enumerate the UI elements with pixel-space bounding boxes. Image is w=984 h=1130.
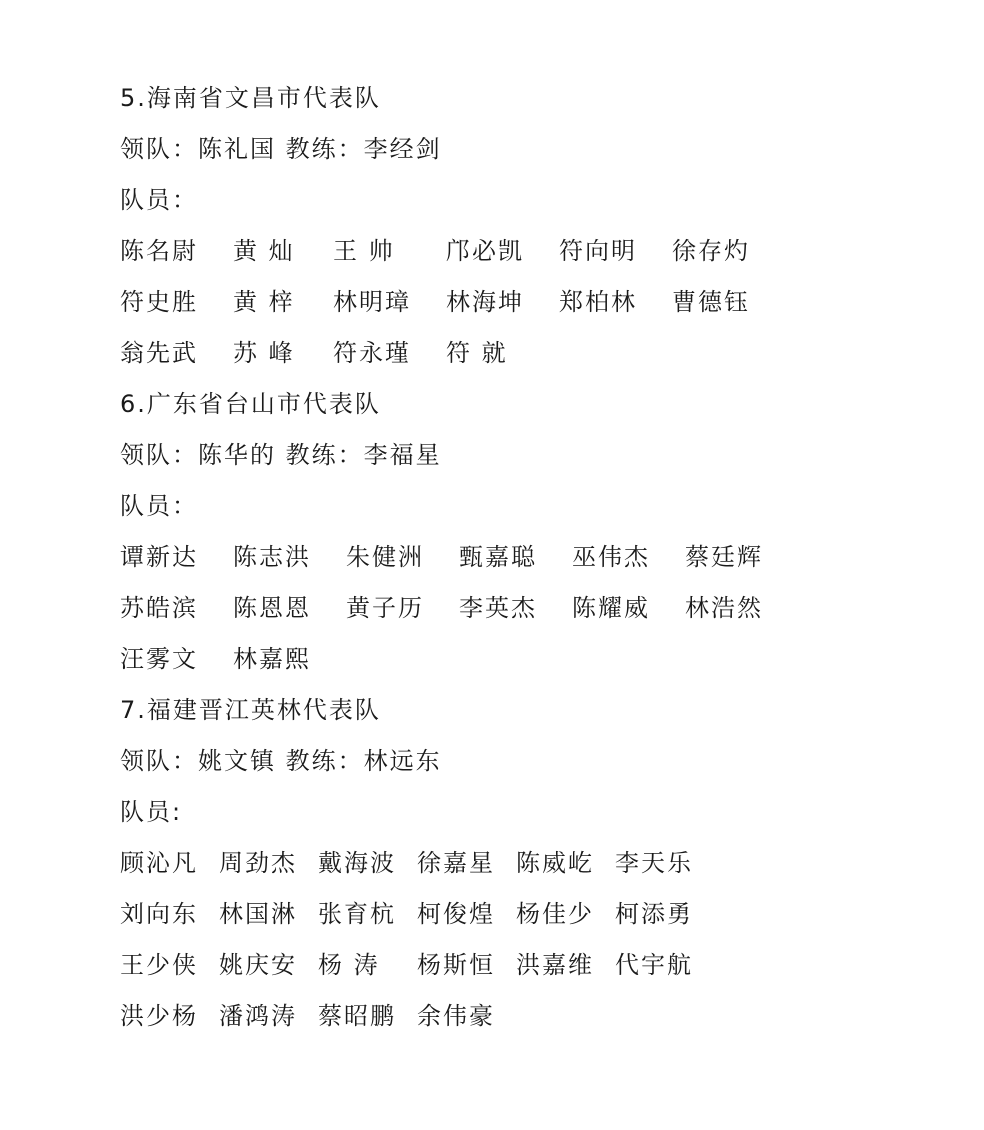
member-name: 杨斯恒: [417, 951, 495, 979]
member-name: 谭新达: [120, 543, 198, 571]
member-name: 潘鸿涛: [219, 1002, 297, 1030]
member-name: 徐嘉星: [417, 849, 495, 877]
member-name: 柯添勇: [615, 900, 693, 928]
member-name: 陈耀威: [572, 594, 650, 622]
member-name: 顾沁凡: [120, 849, 198, 877]
member-name: 蔡昭鹏: [318, 1002, 396, 1030]
team-7-leaders: 领队：姚文镇 教练：林远东: [120, 747, 442, 775]
member-name: 郑柏林: [559, 288, 637, 316]
member-name: 黄 灿: [233, 237, 295, 265]
member-name: 王少侠: [120, 951, 198, 979]
member-name: 符永瑾: [333, 339, 411, 367]
member-name: 周劲杰: [219, 849, 297, 877]
member-name: 曹德钰: [672, 288, 750, 316]
member-name: 王 帅: [333, 237, 395, 265]
member-name: 杨佳少: [516, 900, 594, 928]
member-name: 柯俊煌: [417, 900, 495, 928]
member-name: 蔡廷辉: [685, 543, 763, 571]
member-name: 姚庆安: [219, 951, 297, 979]
member-name: 林明璋: [333, 288, 411, 316]
member-name: 林嘉熙: [233, 645, 311, 673]
member-name: 符 就: [446, 339, 508, 367]
member-name: 邝必凯: [446, 237, 524, 265]
member-name: 甄嘉聪: [459, 543, 537, 571]
member-name: 余伟豪: [417, 1002, 495, 1030]
member-name: 苏皓滨: [120, 594, 198, 622]
member-name: 戴海波: [318, 849, 396, 877]
member-name: 陈恩恩: [233, 594, 311, 622]
member-name: 代宇航: [615, 951, 693, 979]
member-name: 刘向东: [120, 900, 198, 928]
member-name: 张育杭: [318, 900, 396, 928]
member-name: 林国淋: [219, 900, 297, 928]
member-name: 林海坤: [446, 288, 524, 316]
member-name: 朱健洲: [346, 543, 424, 571]
member-name: 陈名尉: [120, 237, 198, 265]
member-name: 符向明: [559, 237, 637, 265]
member-name: 苏 峰: [233, 339, 295, 367]
team-6-title: 6.广东省台山市代表队: [120, 390, 381, 418]
member-name: 洪嘉维: [516, 951, 594, 979]
member-name: 符史胜: [120, 288, 198, 316]
team-5-title: 5.海南省文昌市代表队: [120, 84, 381, 112]
member-name: 林浩然: [685, 594, 763, 622]
member-name: 杨 涛: [318, 951, 380, 979]
team-7-title: 7.福建晋江英林代表队: [120, 696, 381, 724]
member-name: 黄 梓: [233, 288, 295, 316]
member-name: 翁先武: [120, 339, 198, 367]
member-name: 汪雾文: [120, 645, 198, 673]
member-name: 洪少杨: [120, 1002, 198, 1030]
team-7-members-label: 队员:: [120, 798, 183, 826]
team-6-leaders: 领队：陈华的 教练：李福星: [120, 441, 442, 469]
team-5-members-label: 队员：: [120, 186, 198, 214]
member-name: 陈志洪: [233, 543, 311, 571]
member-name: 陈威屹: [516, 849, 594, 877]
member-name: 巫伟杰: [572, 543, 650, 571]
team-5-leaders: 领队：陈礼国 教练：李经剑: [120, 135, 442, 163]
team-6-members-label: 队员：: [120, 492, 198, 520]
member-name: 徐存灼: [672, 237, 750, 265]
member-name: 李天乐: [615, 849, 693, 877]
member-name: 黄子历: [346, 594, 424, 622]
member-name: 李英杰: [459, 594, 537, 622]
